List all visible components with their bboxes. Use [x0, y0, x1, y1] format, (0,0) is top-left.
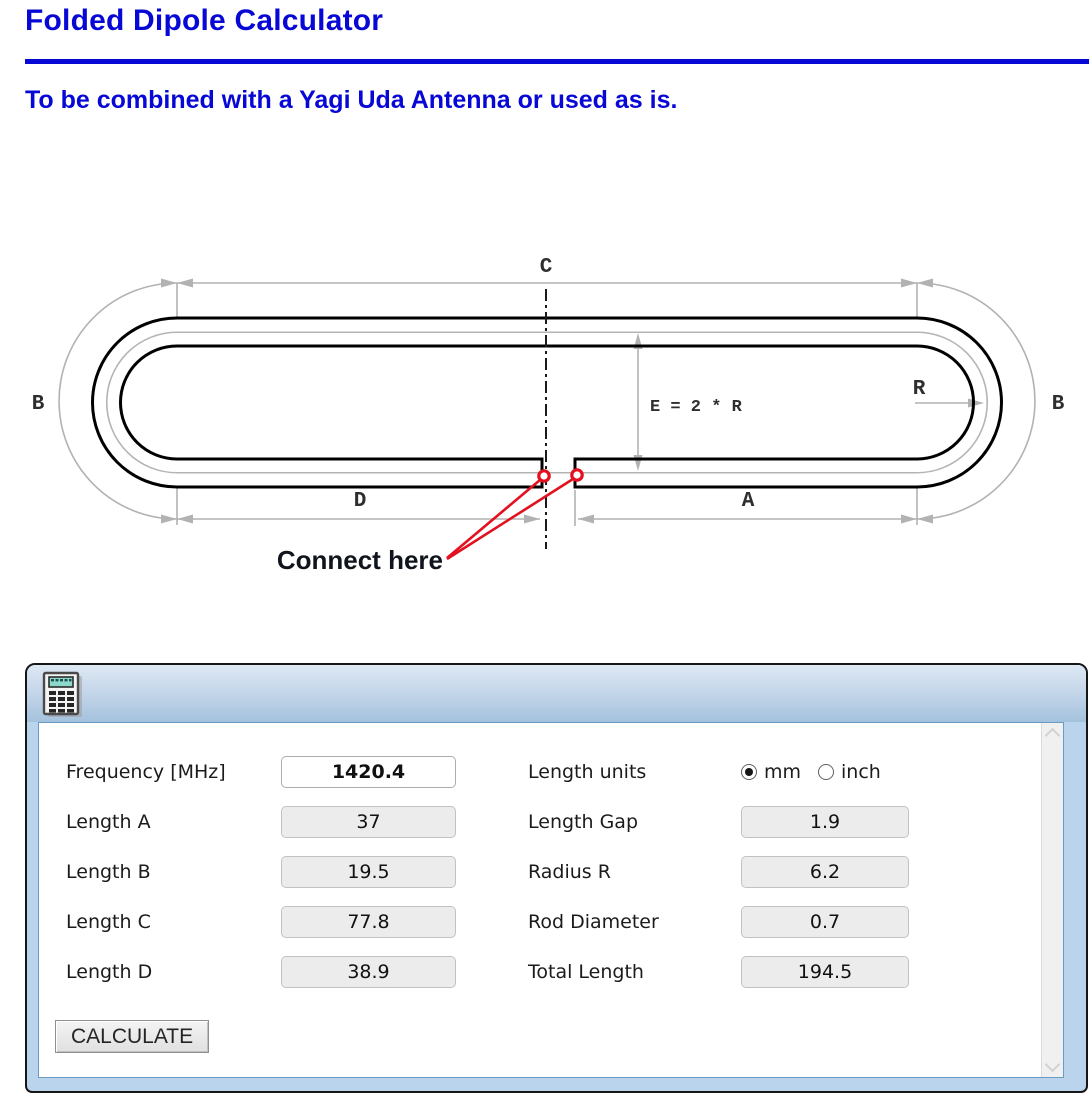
feed-point-left	[539, 471, 549, 481]
calculator-panel	[25, 663, 1088, 1093]
dim-label-c: C	[539, 256, 553, 279]
frequency-label: Frequency [MHz]	[66, 761, 226, 783]
radius-r-label: Radius R	[528, 861, 611, 883]
length-gap-label: Length Gap	[528, 811, 639, 833]
length-d-label: Length D	[66, 961, 153, 983]
total-length-label: Total Length	[528, 961, 644, 983]
scroll-down-arrow-icon[interactable]	[1045, 1057, 1061, 1073]
total-length-output	[741, 956, 909, 988]
length-c-label: Length C	[66, 911, 151, 933]
dim-label-b-right: B	[1051, 393, 1065, 416]
calculator-panel-header	[27, 665, 1086, 722]
calculator-icon	[42, 671, 84, 719]
length-c-output	[281, 906, 456, 938]
calculator-form	[66, 756, 909, 988]
mm-radio-dot	[745, 768, 753, 776]
dim-label-b-left: B	[31, 393, 45, 416]
dim-label-a: A	[741, 490, 755, 513]
feed-point-right	[572, 470, 582, 480]
scroll-up-arrow-icon[interactable]	[1045, 728, 1061, 744]
length-b-label: Length B	[66, 861, 151, 883]
dim-label-r: R	[912, 378, 926, 401]
dim-label-e: E = 2 * R	[650, 398, 742, 417]
page-title: Folded Dipole Calculator	[25, 4, 384, 37]
frequency-input[interactable]	[281, 756, 456, 788]
rod-diameter-label: Rod Diameter	[528, 911, 659, 933]
rod-diameter-output	[741, 906, 909, 938]
calculator-form-area	[38, 722, 1064, 1078]
mm-radio[interactable]	[741, 764, 757, 780]
page-subtitle: To be combined with a Yagi Uda Antenna or used as is.	[25, 86, 678, 114]
length-a-label: Length A	[66, 811, 151, 833]
inch-radio-label[interactable]: inch	[841, 761, 881, 783]
mm-radio-label[interactable]: mm	[764, 761, 802, 783]
calculate-button[interactable]: CALCULATE	[55, 1020, 209, 1053]
length-units-group	[741, 761, 909, 783]
connect-here-label: Connect here	[276, 545, 443, 575]
form-scrollbar[interactable]	[1041, 723, 1063, 1077]
inch-radio[interactable]	[818, 764, 834, 780]
length-b-output	[281, 856, 456, 888]
length-units-label: Length units	[528, 761, 647, 783]
length-d-output	[281, 956, 456, 988]
length-gap-output	[741, 806, 909, 838]
length-a-output	[281, 806, 456, 838]
dim-label-d: D	[353, 490, 367, 513]
radius-r-output	[741, 856, 909, 888]
